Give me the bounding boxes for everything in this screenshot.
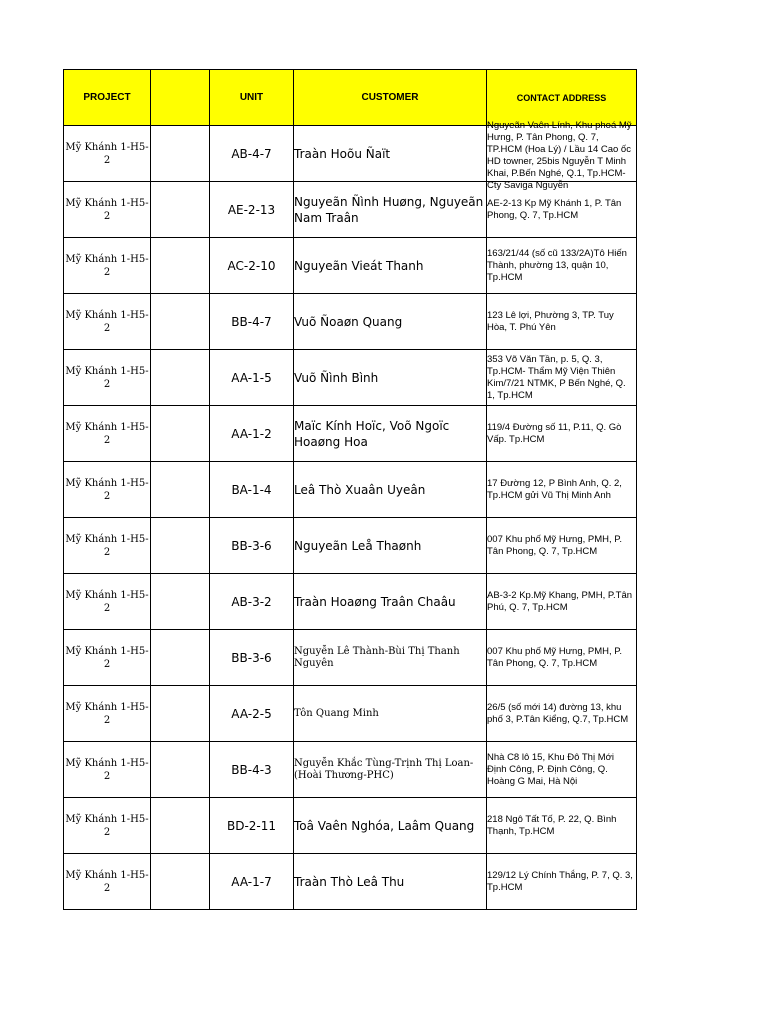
- unit-cell: AA-1-2: [210, 406, 294, 462]
- unit-cell: AB-4-7: [210, 126, 294, 182]
- contact-address-cell: 26/5 (số mới 14) đường 13, khu phố 3, P.Tân Kiểng, Q.7, Tp.HCM: [487, 686, 637, 742]
- empty-cell: [151, 518, 210, 574]
- header-unit: UNIT: [210, 70, 294, 126]
- customer-cell: Vuõ Ñình Bình: [294, 350, 487, 406]
- table-row: [64, 574, 637, 630]
- project-cell: Mỹ Khánh 1-H5-2: [64, 630, 151, 686]
- customer-cell: Nguyễn Khắc Tùng-Trịnh Thị Loan-(Hoài Thương-PHC): [294, 742, 487, 798]
- project-cell: Mỹ Khánh 1-H5-2: [64, 462, 151, 518]
- customer-cell: Tôn Quang Minh: [294, 686, 487, 742]
- contact-address-cell: 17 Đường 12, P Bình Anh, Q. 2, Tp.HCM gửi Vũ Thị Minh Anh: [487, 462, 637, 518]
- contact-address-cell: 129/12 Lý Chính Thắng, P. 7, Q. 3, Tp.HCM: [487, 854, 637, 910]
- contact-address-cell: 218 Ngô Tất Tố, P. 22, Q. Bình Thạnh, Tp.HCM: [487, 798, 637, 854]
- project-cell: Mỹ Khánh 1-H5-2: [64, 518, 151, 574]
- table-row: [64, 294, 637, 350]
- customer-cell: Traàn Thò Leâ Thu: [294, 854, 487, 910]
- customer-cell: Maïc Kính Hoïc, Voõ Ngoïc Hoaøng Hoa: [294, 406, 487, 462]
- table-row: [64, 854, 637, 910]
- table-row: [64, 406, 637, 462]
- empty-cell: [151, 462, 210, 518]
- unit-cell: AA-1-5: [210, 350, 294, 406]
- customer-cell: Leâ Thò Xuaân Uyeân: [294, 462, 487, 518]
- customer-cell: Vuõ Ñoaøn Quang: [294, 294, 487, 350]
- project-cell: Mỹ Khánh 1-H5-2: [64, 742, 151, 798]
- table-row: [64, 126, 637, 182]
- unit-cell: BB-3-6: [210, 630, 294, 686]
- contact-address-cell: AE-2-13 Kp Mỹ Khánh 1, P. Tân Phong, Q. 7, Tp.HCM: [487, 182, 637, 238]
- customer-cell: Traàn Hoõu Ñaït: [294, 126, 487, 182]
- table-row: [64, 686, 637, 742]
- project-cell: Mỹ Khánh 1-H5-2: [64, 686, 151, 742]
- unit-cell: BA-1-4: [210, 462, 294, 518]
- unit-cell: AE-2-13: [210, 182, 294, 238]
- project-cell: Mỹ Khánh 1-H5-2: [64, 406, 151, 462]
- project-cell: Mỹ Khánh 1-H5-2: [64, 238, 151, 294]
- table-row: [64, 518, 637, 574]
- unit-cell: AB-3-2: [210, 574, 294, 630]
- contact-address-cell: [487, 120, 637, 191]
- unit-cell: BB-4-3: [210, 742, 294, 798]
- contact-address-cell: 163/21/44 (số cũ 133/2A)Tô Hiến Thành, phường 13, quận 10, Tp.HCM: [487, 238, 637, 294]
- unit-cell: AC-2-10: [210, 238, 294, 294]
- project-cell: Mỹ Khánh 1-H5-2: [64, 798, 151, 854]
- customer-cell: Nguyeãn Ñình Huøng, Nguyeãn Nam Traân: [294, 182, 487, 238]
- customer-cell: Nguyễn Lê Thành-Bùi Thị Thanh Nguyên: [294, 630, 487, 686]
- contact-address-cell: 007 Khu phố Mỹ Hưng, PMH, P. Tân Phong, Q. 7, Tp.HCM: [487, 630, 637, 686]
- spreadsheet-table: [63, 69, 637, 910]
- project-cell: Mỹ Khánh 1-H5-2: [64, 854, 151, 910]
- contact-address-text: Nguyeãn Vaên Lính, Khu phoá Mỹ Hưng, P. Tân Phong, Q. 7, TP.HCM (Hoa Lý) / Lầu 14 Cao ốc HD towner, 25bis Nguyễn T Minh Khai, P.Bến Nghé, Q.1, Tp.HCM-Cty Saviga Nguyễn: [487, 120, 632, 191]
- project-cell: Mỹ Khánh 1-H5-2: [64, 126, 151, 182]
- unit-cell: BB-4-7: [210, 294, 294, 350]
- header-contact-address: CONTACT ADDRESS: [487, 70, 637, 126]
- table-row: [64, 350, 637, 406]
- project-cell: Mỹ Khánh 1-H5-2: [64, 294, 151, 350]
- table-row: [64, 798, 637, 854]
- contact-address-cell: 123 Lê lợi, Phường 3, TP. Tuy Hòa, T. Phú Yên: [487, 294, 637, 350]
- table-row: [64, 630, 637, 686]
- header-row: [64, 70, 637, 126]
- project-cell: Mỹ Khánh 1-H5-2: [64, 350, 151, 406]
- empty-cell: [151, 686, 210, 742]
- empty-cell: [151, 742, 210, 798]
- unit-cell: AA-2-5: [210, 686, 294, 742]
- table-row: [64, 462, 637, 518]
- contact-address-cell: AB-3-2 Kp.Mỹ Khang, PMH, P.Tân Phú, Q. 7, Tp.HCM: [487, 574, 637, 630]
- contact-address-cell: 119/4 Đường số 11, P.11, Q. Gò Vấp. Tp.HCM: [487, 406, 637, 462]
- empty-cell: [151, 126, 210, 182]
- table-row: [64, 742, 637, 798]
- empty-cell: [151, 630, 210, 686]
- header-project: PROJECT: [64, 70, 151, 126]
- empty-cell: [151, 406, 210, 462]
- contact-address-cell: Nhà C8 lô 15, Khu Đô Thị Mới Định Công, P. Định Công, Q. Hoàng G Mai, Hà Nội: [487, 742, 637, 798]
- customer-cell: Nguyeãn Vieát Thanh: [294, 238, 487, 294]
- empty-cell: [151, 238, 210, 294]
- project-cell: Mỹ Khánh 1-H5-2: [64, 182, 151, 238]
- empty-cell: [151, 350, 210, 406]
- contact-address-cell: 007 Khu phố Mỹ Hưng, PMH, P. Tân Phong, Q. 7, Tp.HCM: [487, 518, 637, 574]
- empty-cell: [151, 294, 210, 350]
- header-customer: CUSTOMER: [294, 70, 487, 126]
- empty-cell: [151, 854, 210, 910]
- project-cell: Mỹ Khánh 1-H5-2: [64, 574, 151, 630]
- table-row: [64, 238, 637, 294]
- contact-address-cell: 353 Võ Văn Tần, p. 5, Q. 3, Tp.HCM- Thẩm Mỹ Viện Thiên Kim/7/21 NTMK, P Bến Nghé, Q. 1, Tp.HCM: [487, 350, 637, 406]
- unit-cell: BB-3-6: [210, 518, 294, 574]
- empty-cell: [151, 182, 210, 238]
- unit-cell: BD-2-11: [210, 798, 294, 854]
- empty-cell: [151, 574, 210, 630]
- unit-cell: AA-1-7: [210, 854, 294, 910]
- header-empty: [151, 70, 210, 126]
- customer-cell: Traàn Hoaøng Traân Chaâu: [294, 574, 487, 630]
- customer-cell: Toâ Vaên Nghóa, Laâm Quang: [294, 798, 487, 854]
- empty-cell: [151, 798, 210, 854]
- customer-cell: Nguyeãn Leå Thaønh: [294, 518, 487, 574]
